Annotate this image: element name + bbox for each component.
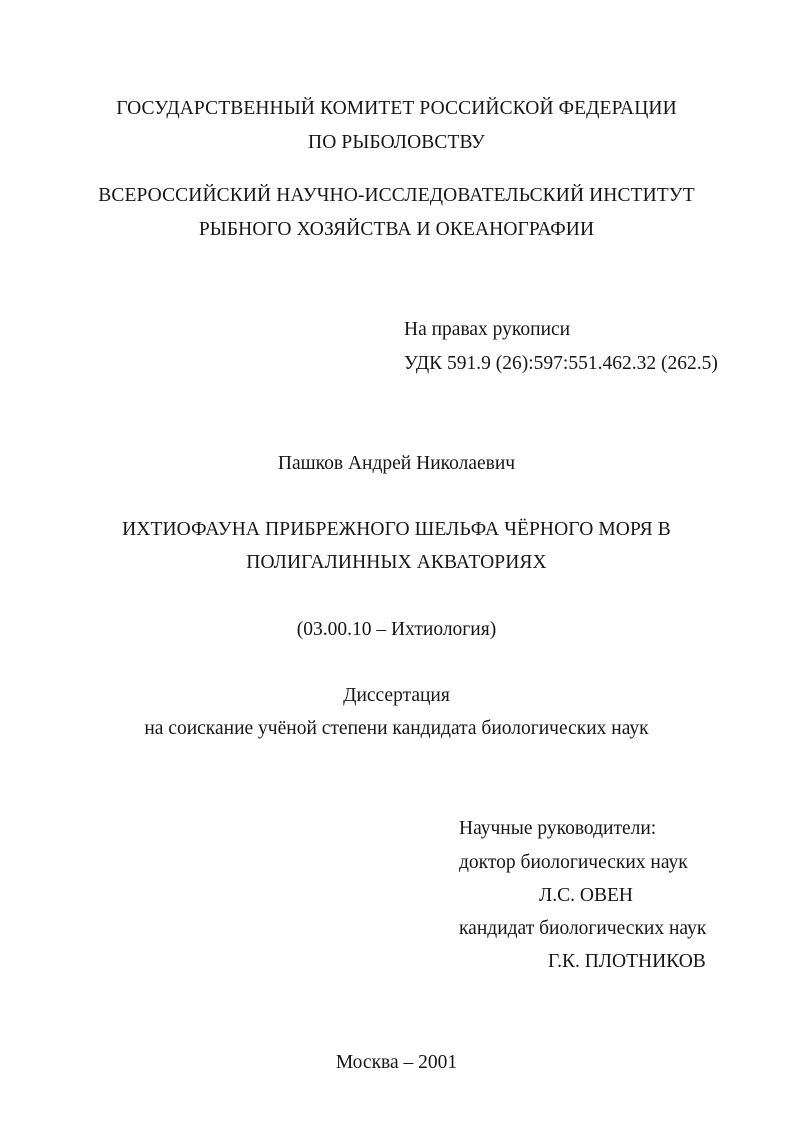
author-name: Пашков Андрей Николаевич: [277, 453, 516, 474]
dissertation-label: Диссертация: [343, 685, 450, 706]
title-line-2: ПОЛИГАЛИННЫХ АКВАТОРИЯХ: [246, 552, 547, 573]
committee-line-2: ПО РЫБОЛОВСТВУ: [308, 132, 485, 153]
supervisors-heading: Научные руководители:: [459, 818, 657, 839]
supervisor-2-name: Г.К. ПЛОТНИКОВ: [548, 951, 706, 972]
institute-line-1: ВСЕРОССИЙСКИЙ НАУЧНО-ИССЛЕДОВАТЕЛЬСКИЙ ИНСТИТУТ: [98, 185, 695, 206]
supervisor-1-name: Л.С. ОВЕН: [539, 885, 633, 906]
place-and-year: Москва – 2001: [335, 1052, 458, 1073]
institute-line-2: РЫБНОГО ХОЗЯЙСТВА И ОКЕАНОГРАФИИ: [198, 219, 595, 240]
committee-line-1: ГОСУДАРСТВЕННЫЙ КОМИТЕТ РОССИЙСКОЙ ФЕДЕРАЦИИ: [116, 98, 677, 119]
manuscript-rights: На правах рукописи: [404, 319, 571, 340]
specialty-code: (03.00.10 – Ихтиология): [296, 619, 497, 640]
udk-code: УДК 591.9 (26):597:551.462.32 (262.5): [404, 353, 718, 374]
title-line-1: ИХТИОФАУНА ПРИБРЕЖНОГО ШЕЛЬФА ЧЁРНОГО МОРЯ В: [122, 519, 671, 540]
supervisor-1-degree: доктор биологических наук: [459, 852, 688, 873]
degree-statement: на соискание учёной степени кандидата биологических наук: [144, 718, 649, 739]
supervisor-2-degree: кандидат биологических наук: [459, 918, 707, 939]
